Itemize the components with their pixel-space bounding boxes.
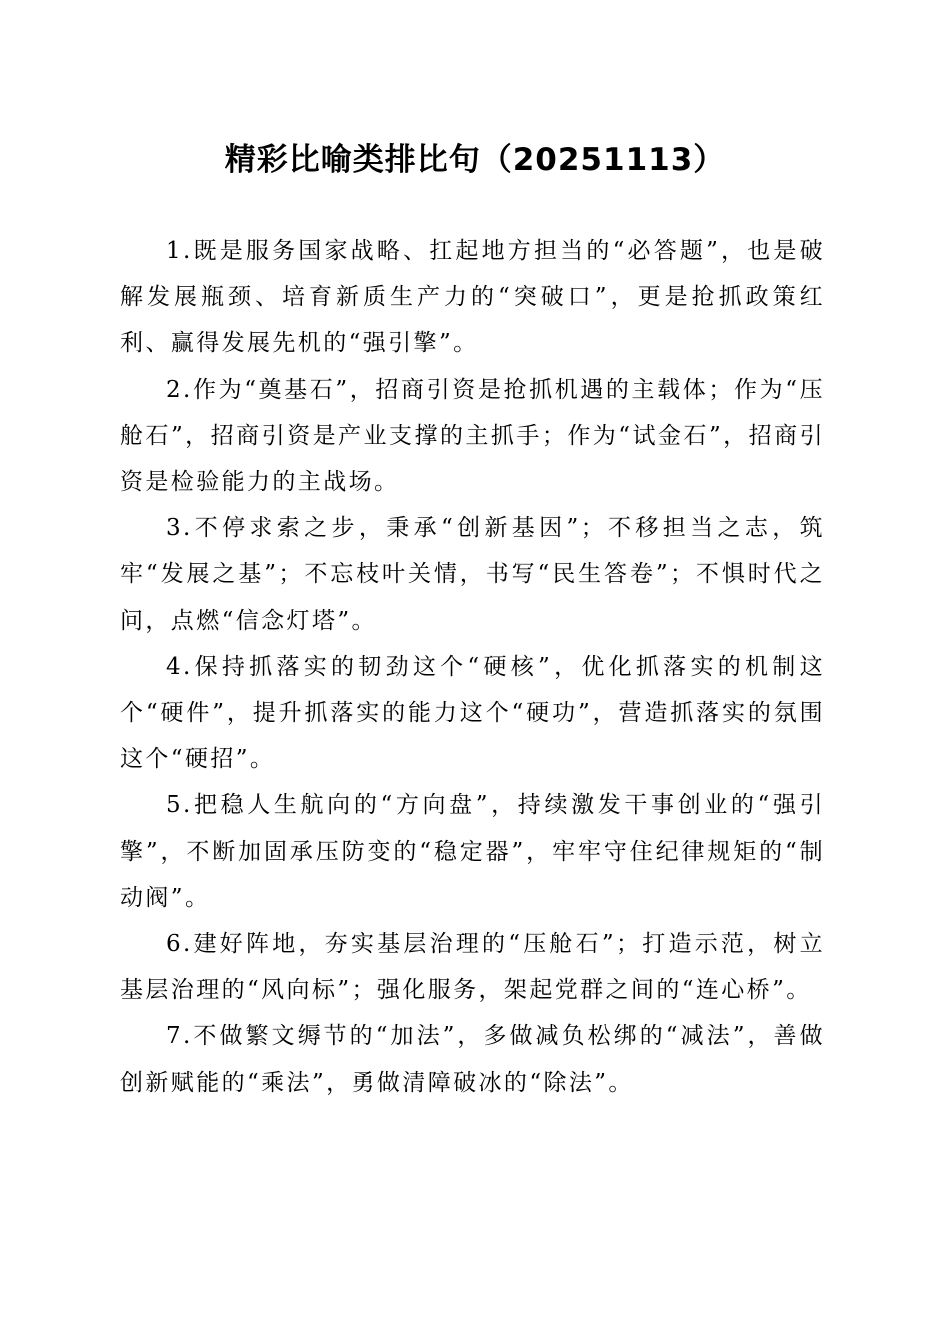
paragraph-4: 4.保持抓落实的韧劲这个“硬核”，优化抓落实的机制这个“硬件”，提升抓落实的能力这个“硬功”，营造抓落实的氛围这个“硬招”。: [120, 653, 825, 773]
paragraph-2: 2.作为“奠基石”，招商引资是抢抓机遇的主载体；作为“压舱石”，招商引资是产业支撑的主抓手；作为“试金石”，招商引资是检验能力的主战场。: [120, 376, 825, 496]
document-title: 精彩比喻类排比句（20251113）: [224, 142, 726, 178]
paragraph-5: 5.把稳人生航向的“方向盘”，持续激发干事创业的“强引擎”，不断加固承压防变的“稳定器”，牢牢守住纪律规矩的“制动阀”。: [120, 792, 825, 911]
paragraph-7: 7.不做繁文缛节的“加法”，多做减负松绑的“减法”，善做创新赋能的“乘法”，勇做清障破冰的“除法”。: [120, 1023, 825, 1096]
document-body: [120, 228, 825, 1106]
paragraph-6: 6.建好阵地，夯实基层治理的“压舱石”；打造示范，树立基层治理的“风向标”；强化服务，架起党群之间的“连心桥”。: [120, 931, 825, 1004]
paragraph-1: 1.既是服务国家战略、扛起地方担当的“必答题”，也是破解发展瓶颈、培育新质生产力的“突破口”，更是抢抓政策红利、赢得发展先机的“强引擎”。: [120, 238, 825, 357]
paragraph-3: 3.不停求索之步，秉承“创新基因”；不移担当之志，筑牢“发展之基”；不忘枝叶关情，书写“民生答卷”；不惧时代之问，点燃“信念灯塔”。: [120, 515, 825, 634]
